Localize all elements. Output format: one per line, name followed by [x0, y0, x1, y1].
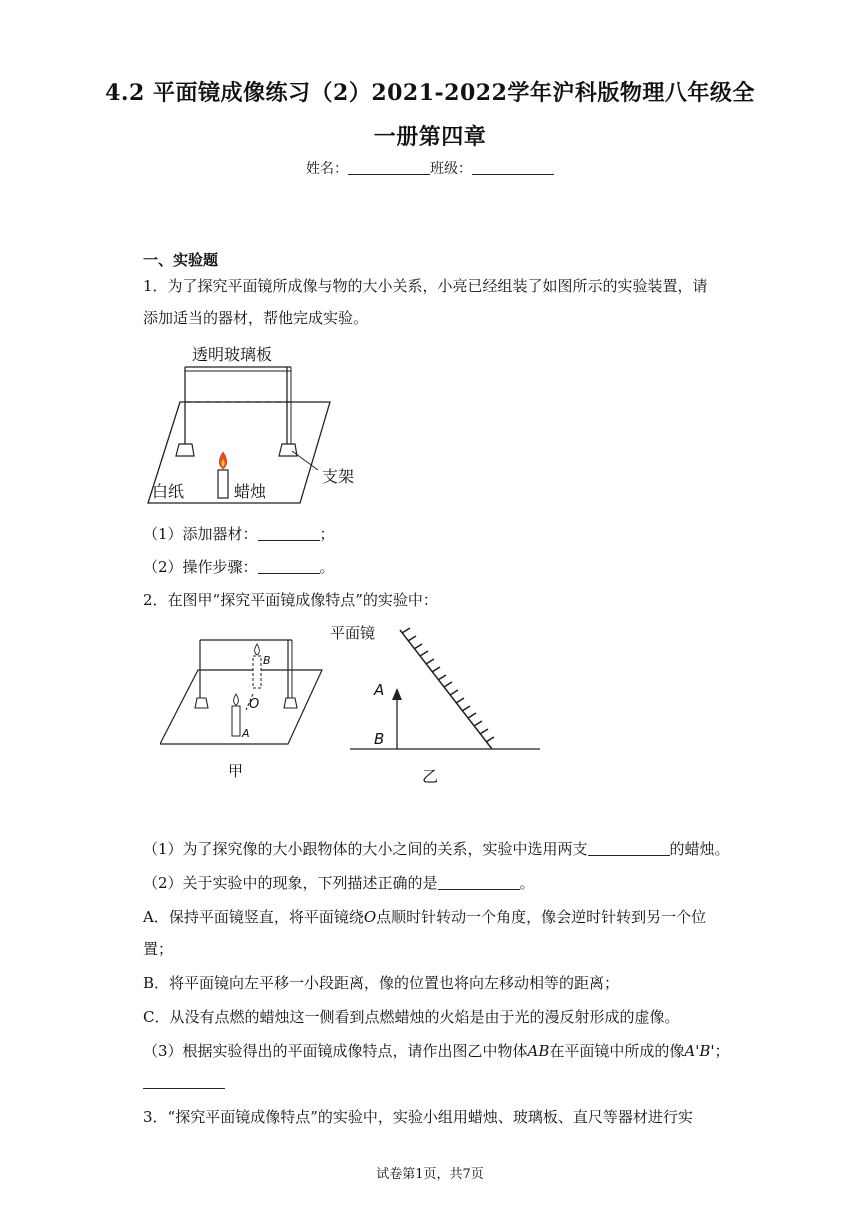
name-blank[interactable] [348, 160, 430, 175]
jia-left-stand [195, 698, 208, 708]
q1-text-line1: 1．为了探究平面镜所成像与物的大小关系，小亮已经组装了如图所示的实验装置，请 [143, 277, 708, 295]
q2-sub1-text-b: 的蜡烛。 [669, 840, 730, 858]
figure-yi [330, 624, 540, 786]
object-ab-arrowhead [392, 688, 402, 700]
q2-option-b: B．将平面镜向左平移一小段距离，像的位置也将向左移动相等的距离； [143, 974, 620, 992]
jia-candle-b [253, 656, 261, 688]
paper-label: 白纸 [152, 482, 185, 501]
yi-label-a: A [374, 681, 385, 699]
q2-sub2 [143, 872, 535, 894]
caption-jia: 甲 [228, 762, 244, 780]
q1-sub1-label: （1）添加器材： [143, 525, 258, 543]
left-stand-shape [176, 444, 194, 456]
q2-sub1-blank[interactable] [588, 841, 670, 856]
jia-right-stand [284, 698, 297, 708]
class-label: 班级： [430, 161, 472, 177]
page-title-line2: 一册第四章 [373, 124, 487, 150]
q2-sub3-text-b: 在平面镜中所成的像 [549, 1042, 685, 1060]
candle-body [218, 470, 228, 498]
class-blank[interactable] [472, 160, 554, 175]
caption-yi: 乙 [422, 767, 439, 786]
jia-flame-a [234, 694, 239, 705]
mirror-line [400, 630, 492, 749]
q2-option-a-text1: A．保持平面镜竖直，将平面镜绕 [143, 908, 364, 926]
glass-label: 透明玻璃板 [192, 345, 273, 364]
q1-sub2 [143, 556, 335, 578]
q1-sub1 [143, 523, 335, 545]
candle-label: 蜡烛 [234, 482, 267, 501]
page-title-line1: 4.2 平面镜成像练习（2）2021-2022学年沪科版物理八年级全 [105, 80, 755, 106]
mirror-label: 平面镜 [330, 624, 376, 642]
q1-sub2-blank[interactable] [258, 559, 320, 574]
q2-sub3-ab: AB [527, 1042, 550, 1060]
q1-sub2-label: （2）操作步骤： [143, 558, 258, 576]
figure-jia [160, 640, 322, 780]
q3-text-line1: 3．“探究平面镜成像特点”的实验中，实验小组用蜡烛、玻璃板、直尺等器材进行实 [143, 1108, 693, 1126]
q2-sub2-text-b: 。 [519, 874, 535, 892]
q2-sub2-blank[interactable] [438, 875, 520, 890]
q2-figure [160, 618, 545, 790]
q2-option-a-text2: 点顺时针转动一个角度，像会逆时针转到另一个位 [376, 908, 707, 926]
q2-option-a-line2: 置； [143, 940, 174, 958]
q2-option-c: C．从没有点燃的蜡烛这一侧看到点燃蜡烛的火焰是由于光的漫反射形成的虚像。 [143, 1008, 680, 1026]
page-footer: 试卷第1页，共7页 [376, 1167, 484, 1182]
q2-sub2-text-a: （2）关于实验中的现象，下列描述正确的是 [143, 874, 438, 892]
jia-label-a: A [242, 727, 250, 740]
jia-label-o: O [249, 697, 260, 712]
q2-option-a-point-o: O [363, 908, 377, 926]
q2-sub3-blank[interactable] [143, 1074, 225, 1089]
q2-sub3-answer-blank[interactable] [143, 1071, 225, 1093]
jia-flame-b [255, 644, 260, 655]
stand-label: 支架 [322, 467, 355, 486]
right-stand-shape [279, 444, 297, 456]
q2-option-a-line1 [143, 906, 706, 928]
q1-sub2-end: 。 [319, 558, 335, 576]
q1-figure [140, 338, 380, 508]
name-label: 姓名： [306, 161, 348, 177]
q2-sub3-image-label: A'B' [684, 1042, 715, 1060]
yi-label-b: B [374, 730, 385, 748]
jia-label-b: B [263, 654, 271, 667]
q1-text-line2: 添加适当的器材，帮他完成实验。 [143, 309, 369, 327]
jia-candle-a [232, 706, 240, 736]
jia-paper-shape [160, 670, 322, 744]
section-heading: 一、实验题 [143, 251, 219, 269]
q2-sub1-text-a: （1）为了探究像的大小跟物体的大小之间的关系，实验中选用两支 [143, 840, 588, 858]
q2-sub3-text-c: ； [714, 1042, 730, 1060]
q1-sub1-blank[interactable] [258, 526, 320, 541]
student-info-line [0, 158, 860, 178]
mirror-hatching [402, 628, 494, 742]
q2-sub3 [143, 1040, 730, 1062]
q1-sub1-end: ； [319, 525, 335, 543]
q2-sub3-text-a: （3）根据实验得出的平面镜成像特点，请作出图乙中物体 [143, 1042, 528, 1060]
q2-text-line1: 2．在图甲“探究平面镜成像特点”的实验中： [143, 591, 438, 609]
q2-sub1 [143, 838, 730, 860]
